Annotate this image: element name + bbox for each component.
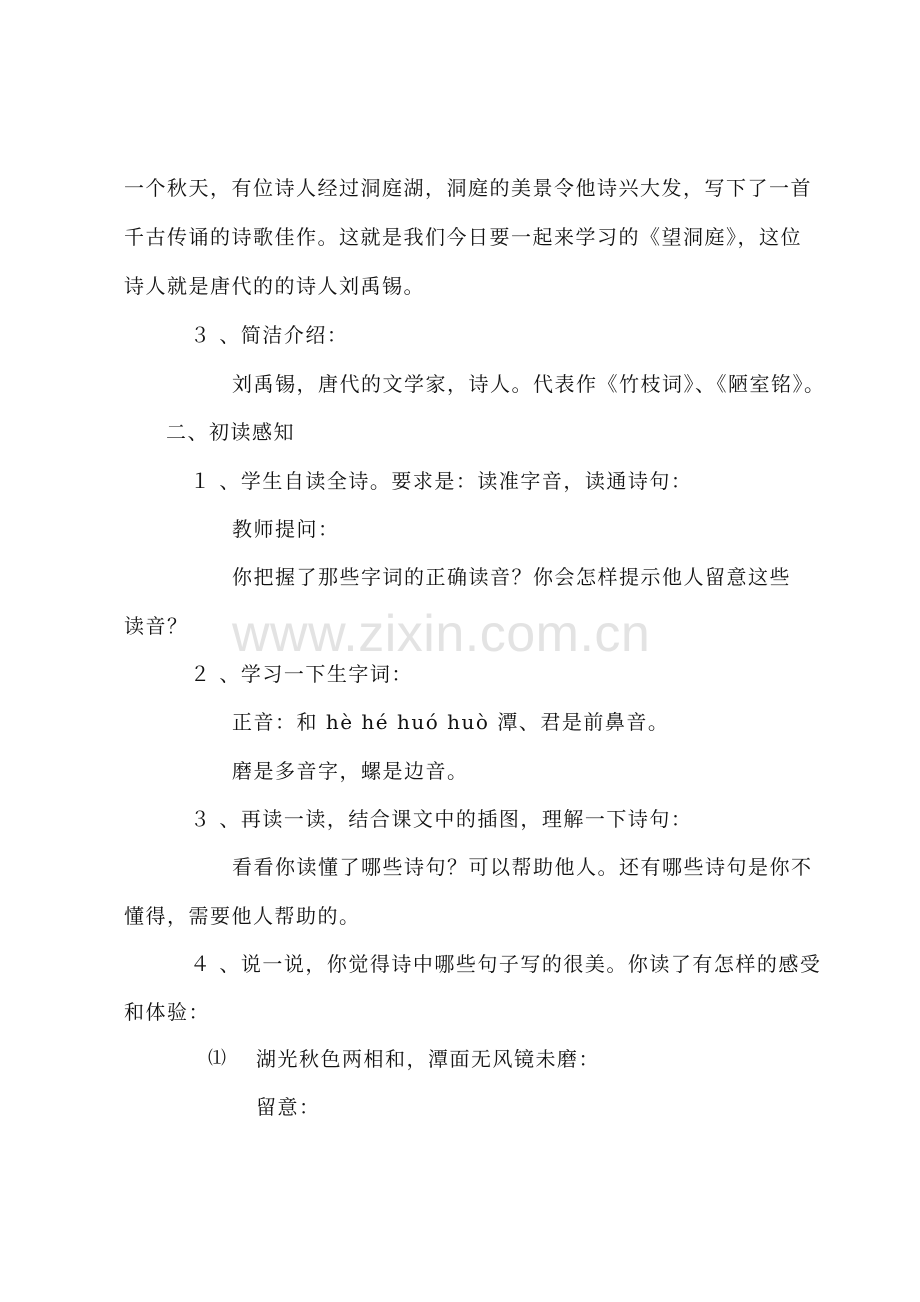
question-line-2: 读音？ [124,614,189,638]
question-line-1: 你把握了那些字词的正确读音？你会怎样提示他人留意这些 [232,565,791,589]
item1-heading: １ 、学生自读全诗。要求是：读准字音，读通诗句： [190,469,693,493]
step3-text: 刘禹锡，唐代的文学家，诗人。代表作《竹枝词》、《陋室铭》。 [232,372,826,396]
section2-heading: 二、初读感知 [166,420,295,444]
intro-line-2: 千古传诵的诗歌佳作。这就是我们今日要一起来学习的《望洞庭》，这位 [124,225,802,249]
sub-item-number: ⑴ [208,1048,226,1069]
intro-line-1: 一个秋天，有位诗人经过洞庭湖，洞庭的美景令他诗兴大发，写下了一首 [124,176,812,200]
item3-heading: ３ 、再读一读，结合课文中的插图，理解一下诗句： [190,807,693,831]
watermark: www.zixin.com.cn [232,605,651,663]
attention-label: 留意： [256,1095,321,1119]
poem-line: 湖光秋色两相和，潭面无风镜未磨： [256,1047,600,1071]
step3-heading: ３ 、简洁介绍： [190,323,349,347]
polyphone-note: 磨是多音字，螺是边音。 [232,759,469,783]
pronunciation-line: 正音：和 hè hé huó huò 潭、君是前鼻音。 [232,710,670,734]
item2-heading: ２ 、学习一下生字词： [190,662,413,686]
item4-line-2: 和体验： [124,1000,210,1024]
item4-line-1: ４ 、说一说，你觉得诗中哪些句子写的很美。你读了有怎样的感受 [190,952,822,976]
teacher-question-label: 教师提问： [232,517,340,541]
item3-line-2: 懂得，需要他人帮助的。 [124,904,361,928]
intro-line-3: 诗人就是唐代的的诗人刘禹锡。 [124,274,425,298]
item3-line-1: 看看你读懂了哪些诗句？可以帮助他人。还有哪些诗句是你不 [232,855,813,879]
